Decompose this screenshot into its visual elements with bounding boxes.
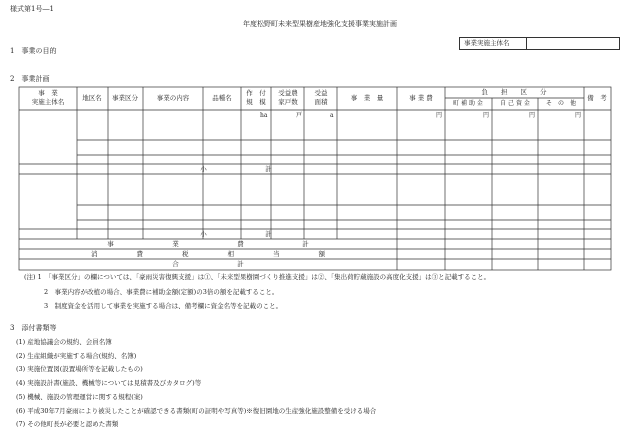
attachment-item: (2) 生産組織が実施する場合(規約、名簿) xyxy=(16,352,137,360)
header-area-size: 受益 xyxy=(314,89,328,97)
attachment-item: (6) 平成30年7月豪雨により被災したことが確認できる書類(町の証明や写真等)※復旧園地の生産強化施設整備を受ける場合 xyxy=(16,407,377,415)
header-scale-line2: 規 模 xyxy=(246,98,266,106)
header-scale: 作 付 xyxy=(246,89,266,97)
unit-yen-own: 円 xyxy=(529,112,536,119)
header-burden: 負 担 区 分 xyxy=(481,88,547,96)
attachment-item: (4) 実施設計書(施設、機械等については見積書及びカタログ)等 xyxy=(16,379,202,387)
grand-total-row: 合 計 xyxy=(172,260,244,268)
section-2-heading: 2 事業計画 xyxy=(10,75,50,83)
unit-yen-cost: 円 xyxy=(436,112,443,119)
header-entity: 事 業 xyxy=(38,89,58,97)
consumption-tax-row: 消 費 税 相 当 額 xyxy=(91,250,325,258)
header-area: 地区名 xyxy=(82,94,102,102)
note-3: 3 制度資金を活用して事業を実施する場合は、備考欄に資金名等を記載のこと。 xyxy=(44,302,283,310)
unit-ha: ha xyxy=(260,112,268,119)
attachment-item: (7) その他町長が必要と認めた書類 xyxy=(16,420,119,428)
subtotal-row-1: 小 計 xyxy=(200,165,272,173)
header-volume: 事 業 量 xyxy=(350,94,384,102)
attachment-item: (3) 実施位置図(設置場所等を記載したもの) xyxy=(16,365,143,373)
header-households: 受益農 xyxy=(278,89,298,97)
unit-households: 戸 xyxy=(296,112,303,119)
header-remarks: 備 考 xyxy=(587,94,607,102)
header-households-line2: 家戸数 xyxy=(278,98,298,106)
header-town-subsidy: 町 補 助 金 xyxy=(453,100,483,107)
header-content: 事業の内容 xyxy=(156,94,190,102)
form-number: 様式第1号―1 xyxy=(10,5,54,13)
header-category: 事業区分 xyxy=(112,94,138,102)
page-title: 年度松野町未来型果樹産地強化支援事業実施計画 xyxy=(243,20,397,28)
subtotal-row-2: 小 計 xyxy=(200,230,272,238)
attachment-item: (5) 機械、施設の管理運営に関する規程(案) xyxy=(16,393,143,401)
entity-name-label: 事業実施主体名 xyxy=(464,39,510,47)
attachment-item: (1) 産地協議会の規約、会員名簿 xyxy=(16,338,112,346)
note-1: (注) 1 「事業区分」の欄については、「豪雨災害復興支援」は①、「未来型果樹園づくり推進支援」は②、「集出荷貯蔵施設の高度化支援」は③と記載すること。 xyxy=(24,273,491,281)
header-other: そ の 他 xyxy=(545,100,577,107)
header-cost: 事 業 費 xyxy=(409,94,433,102)
unit-yen-subsidy: 円 xyxy=(483,112,490,119)
note-2: 2 事業内容が改植の場合、事業費に補助金額(定額)の3倍の額を記載すること。 xyxy=(44,288,279,296)
unit-area: a xyxy=(330,112,334,119)
header-variety: 品種名 xyxy=(212,94,232,102)
header-area-size-line2: 面積 xyxy=(314,98,328,106)
unit-yen-other: 円 xyxy=(575,112,582,119)
header-own-funds: 自 己 資 金 xyxy=(500,100,530,107)
header-entity-line2: 実施主体名 xyxy=(31,98,65,106)
section-1-heading: 1 事業の目的 xyxy=(10,47,57,55)
section-3-heading: 3 添付書類等 xyxy=(10,324,57,332)
total-cost-row: 事 業 費 計 xyxy=(107,240,309,248)
